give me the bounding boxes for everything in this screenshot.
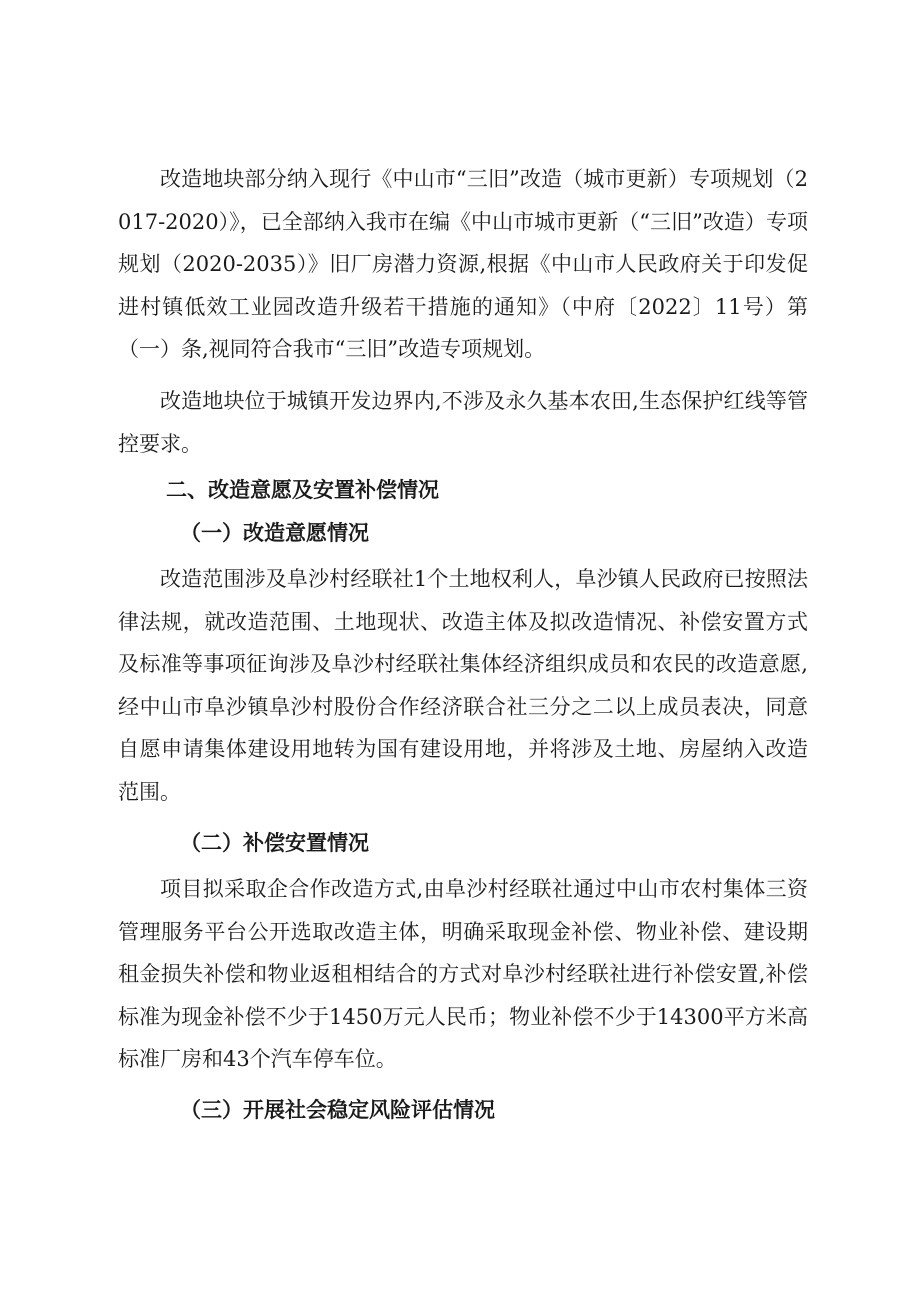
section-heading-renovation-willingness: 二、改造意愿及安置补偿情况	[166, 478, 439, 502]
paragraph-development-boundary: 改造地块位于城镇开发边界内,不涉及永久基本农田,生态保护红线等管控要求。	[118, 389, 808, 456]
subsection-heading-risk-assessment: （三）开展社会稳定风险评估情况	[180, 1097, 495, 1122]
paragraph-willingness-details: 改造范围涉及阜沙村经联社1个土地权利人，阜沙镇人民政府已按照法律法规，就改造范围、土地现状、改造主体及拟改造情况、补偿安置方式及标准等事项征询涉及阜沙村经联社集体经济组织成员和农民的改造意愿,经中山市阜沙镇阜沙村股份合作经济联合社三分之二以上成员表决，同意自愿申请集体建设用地转为国有建设用地，并将涉及土地、房屋纳入改造范围。	[118, 567, 808, 804]
subsection-heading-compensation: （二）补偿安置情况	[180, 830, 369, 855]
paragraph-compensation-details: 项目拟采取企合作改造方式,由阜沙村经联社通过中山市农村集体三资管理服务平台公开选取改造主体，明确采取现金补偿、物业补偿、建设期租金损失补偿和物业返租相结合的方式对阜沙村经联社进行补偿安置,补偿标准为现金补偿不少于1450万元人民币；物业补偿不少于14300平方米高标准厂房和43个汽车停车位。	[118, 877, 808, 1071]
subsection-heading-willingness: （一）改造意愿情况	[180, 520, 369, 545]
paragraph-planning-compliance: 改造地块部分纳入现行《中山市“三旧”改造（城市更新）专项规划（2017-2020）》，已全部纳入我市在编《中山市城市更新（“三旧”改造）专项规划（2020-2035）》旧厂房潜力资源,根据《中山市人民政府关于印发促进村镇低效工业园改造升级若干措施的通知》（中府〔2022〕11号）第（一）条,视同符合我市“三旧”改造专项规划。	[118, 167, 808, 361]
